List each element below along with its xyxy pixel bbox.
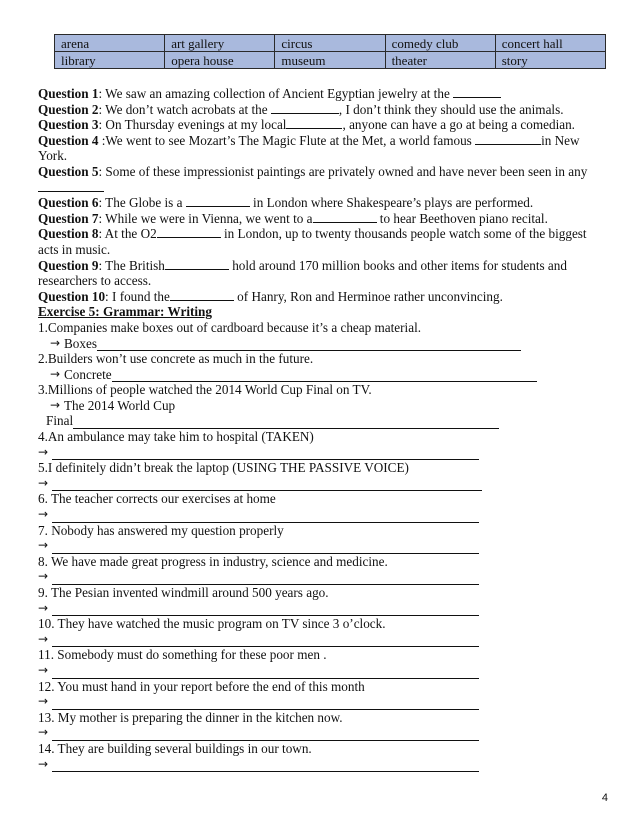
question-label: Question 8 — [38, 226, 99, 242]
arrow-icon: → — [38, 694, 49, 709]
arrow-icon: → — [38, 475, 49, 490]
exercise-5-item-7: 7. Nobody has answered my question properly — [38, 522, 284, 538]
answer-prompt: Final — [46, 413, 74, 429]
question-label: Question 5 — [38, 163, 99, 179]
arrow-icon: → — [38, 662, 49, 677]
word-bank-cell: art gallery — [165, 35, 275, 52]
word-bank-row — [55, 52, 606, 69]
worksheet-page — [38, 34, 606, 772]
answer-line — [38, 694, 606, 710]
answer-blank[interactable] — [286, 117, 342, 129]
answer-blank[interactable] — [157, 226, 221, 238]
answer-blank[interactable] — [52, 448, 479, 460]
answer-blank[interactable] — [52, 635, 479, 647]
answer-line — [38, 725, 606, 741]
question-3: Question 3: On Thursday evenings at my local , anyone can have a go at being a comedian. — [38, 117, 575, 133]
question-10: Question 10: I found the of Hanry, Ron and Herminoe rather unconvincing. — [38, 288, 503, 304]
answer-line — [38, 367, 606, 383]
answer-prompt: Concrete — [64, 366, 112, 382]
arrow-icon: → — [38, 507, 49, 522]
exercise-5-item-2: 2.Builders won’t use concrete as much in the future. — [38, 351, 314, 367]
answer-blank[interactable] — [38, 180, 104, 192]
exercise-5-item-11: 11. Somebody must do something for these poor men . — [38, 647, 327, 663]
answer-line — [38, 476, 606, 492]
exercise-5-item-12: 12. You must hand in your report before the end of this month — [38, 678, 365, 694]
answer-blank[interactable] — [52, 542, 479, 554]
word-bank-cell: museum — [275, 52, 385, 69]
exercise-5-item-13: 13. My mother is preparing the dinner in the kitchen now. — [38, 709, 343, 725]
word-bank-cell: arena — [55, 35, 165, 52]
exercise-5-item-4: 4.An ambulance may take him to hospital (TAKEN) — [38, 429, 314, 445]
question-6: Question 6: The Globe is a in London where Shakespeare’s plays are performed. — [38, 195, 534, 211]
word-bank-cell: story — [495, 52, 605, 69]
answer-blank[interactable] — [313, 211, 377, 223]
word-bank-cell: opera house — [165, 52, 275, 69]
answer-blank[interactable] — [52, 511, 479, 523]
question-label: Question 2 — [38, 101, 99, 117]
exercise-5-item-14: 14. They are building several buildings in our town. — [38, 740, 312, 756]
word-bank-cell: comedy club — [385, 35, 495, 52]
answer-line — [38, 538, 606, 554]
answer-line — [38, 445, 606, 461]
arrow-icon: → — [38, 569, 49, 584]
answer-blank[interactable] — [112, 370, 537, 382]
answer-blank[interactable] — [52, 604, 479, 616]
answer-prompt: Boxes — [64, 335, 97, 351]
answer-line — [38, 601, 606, 617]
exercise-5-item-1: 1.Companies make boxes out of cardboard because it’s a cheap material. — [38, 319, 422, 335]
question-label: Question 4 — [38, 132, 99, 148]
arrow-icon: → — [38, 756, 49, 771]
answer-prompt: The 2014 World Cup — [64, 397, 176, 413]
question-label: Question 9 — [38, 257, 99, 273]
answer-blank[interactable] — [73, 417, 499, 429]
answer-blank[interactable] — [97, 339, 521, 351]
answer-line — [38, 413, 606, 429]
question-8: Question 8: At the O2 in London, up to twenty thousands people watch some of the biggest acts in music. — [38, 226, 587, 257]
answer-blank[interactable] — [52, 729, 479, 741]
answer-line — [38, 569, 606, 585]
answer-line — [38, 336, 606, 352]
answer-blank[interactable] — [52, 698, 479, 710]
answer-blank[interactable] — [52, 760, 479, 772]
page-number: 4 — [601, 792, 608, 804]
question-label: Question 6 — [38, 195, 99, 211]
answer-line — [38, 663, 606, 679]
exercise-5-item-10: 10. They have watched the music program on TV since 3 o’clock. — [38, 616, 386, 632]
exercise-5-item-6: 6. The teacher corrects our exercises at home — [38, 491, 276, 507]
arrow-icon: → — [50, 397, 61, 412]
question-label: Question 1 — [38, 86, 99, 101]
exercise-4-questions — [38, 86, 606, 772]
arrow-icon: → — [50, 366, 61, 381]
answer-line — [38, 757, 606, 773]
word-bank-cell: concert hall — [495, 35, 605, 52]
question-7: Question 7: While we were in Vienna, we went to a to hear Beethoven piano recital. — [38, 210, 548, 226]
answer-blank[interactable] — [52, 479, 482, 491]
answer-blank[interactable] — [475, 133, 541, 145]
answer-blank[interactable] — [170, 289, 234, 301]
question-label: Question 3 — [38, 117, 99, 133]
arrow-icon: → — [38, 444, 49, 459]
word-bank-row — [55, 35, 606, 52]
answer-blank[interactable] — [52, 573, 479, 585]
question-5: Question 5: Some of these impressionist paintings are privately owned and have never been seen in any — [38, 164, 606, 195]
answer-line — [38, 398, 606, 414]
answer-line — [38, 507, 606, 523]
exercise-5-item-3: 3.Millions of people watched the 2014 World Cup Final on TV. — [38, 382, 372, 398]
exercise-5-item-8: 8. We have made great progress in industry, science and medicine. — [38, 553, 388, 569]
question-9: Question 9: The British hold around 170 million books and other items for students and researchers to access. — [38, 257, 567, 289]
question-label: Question 10 — [38, 288, 106, 304]
answer-blank[interactable] — [186, 195, 250, 207]
answer-blank[interactable] — [271, 102, 339, 114]
exercise-5-heading: Exercise 5: Grammar: Writing — [38, 304, 212, 320]
question-1: Question 1: We saw an amazing collection of Ancient Egyptian jewelry at the — [38, 86, 606, 102]
exercise-5-item-9: 9. The Pesian invented windmill around 500 years ago. — [38, 585, 329, 600]
arrow-icon: → — [38, 600, 49, 615]
arrow-icon: → — [38, 538, 49, 553]
question-2: Question 2: We don’t watch acrobats at the , I don’t think they should use the animals. — [38, 101, 564, 117]
arrow-icon: → — [50, 335, 61, 350]
exercise-5-item-5: 5.I definitely didn’t break the laptop (USING THE PASSIVE VOICE) — [38, 460, 409, 476]
word-bank-cell: library — [55, 52, 165, 69]
question-label: Question 7 — [38, 210, 99, 226]
question-4: Question 4 :We went to see Mozart’s The Magic Flute at the Met, a world famous in New York. — [38, 132, 580, 164]
arrow-icon: → — [38, 631, 49, 646]
answer-blank[interactable] — [52, 667, 479, 679]
word-bank-table — [54, 34, 606, 69]
word-bank-cell: theater — [385, 52, 495, 69]
word-bank-cell: circus — [275, 35, 385, 52]
arrow-icon: → — [38, 725, 49, 740]
answer-line — [38, 632, 606, 648]
answer-blank[interactable] — [165, 258, 229, 270]
answer-blank[interactable] — [453, 86, 501, 98]
